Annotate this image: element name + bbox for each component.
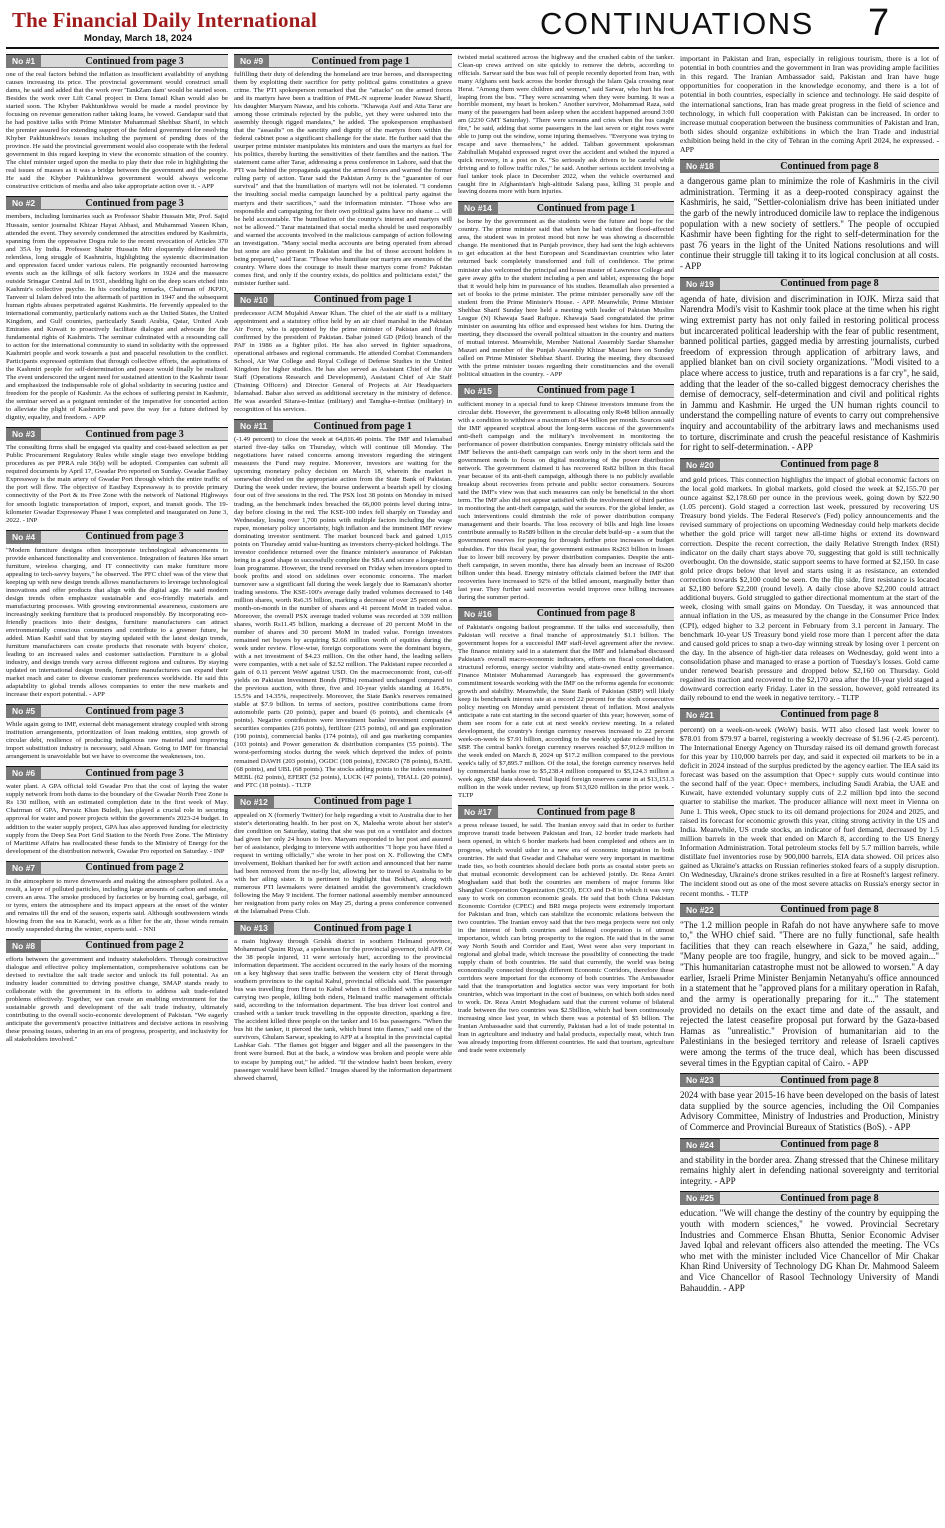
story-header [458, 805, 674, 819]
story-number-badge: No #2 [6, 197, 41, 209]
issue-date: Monday, March 18, 2024 [84, 33, 193, 44]
story-body-text: of Pakistan's ongoing bailout programme. If the talks end successfully, then Pakistan will receive a final tranche of approximately $1.1 billion. The government hopes for a successful IMF staff-level agreement after the review. The finance ministry said in a statement that the IMF and Islamabad discussed Pakistan's overall macro-economic indicators, efforts on fiscal consolidation, structural reforms, energy sector viability and state-owned entity governance. Finance Minister Muhammad Aurangzeb has expressed the government's commitment towards working with the IMF on the reforms agenda for economic growth and stability. Meanwhile, the State Bank of Pakistan (SBP) will likely keep its benchmark interest rate at a record 22 percent for the sixth consecutive policy meeting on Monday amid persistent threat of inflation. Most analysts anticipate a rate cut starting in the second quarter of this year; however, some of them see room for a rate cut at next week's review meeting. In a related development, the country's foreign currency reserves increased to 22 percent week-on-week to $7.91 billion, according to the weekly update released by the SBP. The central bank's foreign currency reserves reached $7,912.9 million in the week ended on March 8, 2024 up $17.2 million compared to the previous week's tally of $7,895.7 million. Of the total, the foreign currency reserves held by commercial banks rose to $5,238.4 million compared to $5,124.3 million a week ago, SBP data showed. Total liquid foreign reserves came in at $13,151.3 million in the week under review, up from $13,020 million in the prior week. - TLTP [458, 623, 674, 800]
story-body-text: one of the real factors behind the inflation as insufficient availability of anything causes increasing its price. The provincial government would construct small dams, he said and added that the work over 'TankZam dam' would be started soon. Besides the work over Lift Canal project in Dera Ismail Khan would also be started soon. The Khyber Pakhtunkhwa would be made a model province by focusing on revenue generation rather taking loans, he vowed. Gandapur said that he had positive talks with Prime Minister Muhammad Shehbaz Sharif, in which the premier assured for extending support of the federal government for resolving Khyber Pakhtunkhwa's issues including the payment of pending dues of the province. He said the provincial government would also cooperate with the federal government in this regard keeping in view the economic situation of the country. The chief minister urged upon the media to play their due role in highlighting the real issues of masses as it was a bridge between the government and the people. He said the Khyber Pakhtunkhwa government would always welcome constructive criticism of media and also take appropriate action over it. - APP [6, 71, 228, 191]
story-body-text: While again going to IMF, external debt management strategy coupled with strong institution arrangements, prioritization of loan making entities, stop growth of circular debt, resilience of producing indigenous raw material and improving import substitution industry is necessary, said Ahsan. Going to IMF for financial arrangement is unavoidable but we have to overcome the weaknesses, too. [6, 721, 228, 761]
continued-from-label: Continued from page 1 [313, 294, 413, 306]
story-header [6, 861, 228, 875]
story-body-text: "Modern furniture designs often incorporate technological advancements to provide enhanced functionality and convenience. Integration of features like smart furniture, wireless charging, and IT connectivity can make furniture more appealing to tech-savvy buyers," he observed. The PFC chief was of the view that keeping up with new design trends allows manufacturers to leverage technological innovations and offer products that align with the digital age. He said modern design trends often emphasize sustainable and eco-friendly materials and manufacturing processes. With growing environmental awareness, customers are increasingly seeking furniture that is produced responsibly. By incorporating eco-friendly practices into their designs, furniture manufacturers can attract environmentally conscious consumers and contribute to a greener future, he added. Mian Kashif said that by staying updated with the latest design trends, furniture manufacturers can create products that resonate with buyers' choice, leading to an increased sales and customer satisfaction. Furniture is a global industry, and design trends vary across different regions and cultures. By staying updated on international design trends, furniture manufacturers can expand their market reach and cater to diverse customer preferences worldwide. He said this adaptability to global trends allows companies to enter the new markets and increase their export potential. - APP [6, 546, 228, 699]
story-header [680, 903, 939, 917]
story-body-text: members, including luminaries such as Professor Shabir Hussain Mir, Prof. Sajid Hussain, senior journalist Khizar Hayat Abbasi, and Muhammad Yaseen Khan, attended the event. They severely condemned the atrocities endured by Kashmiris, spanning from the oppressive Dogra rule to the recent revocation of Articles 370 and 35A by India. Professor Shabir Hussain Mir eloquently delineated the relentless, long struggle of Kashmiris, highlighting the systemic discrimination and oppression faced under various rulers. He poignantly recounted harrowing events such as the killings of silk factory workers in 1924 and the massacre outside Srinagar Central Jail in 1931, shedding light on the deep scars etched into Kashmir's collective psyche. In his concluding remarks, Chairman of JKPJO, Tanveer ul Islam delved into the aftermath of partition in 1947 and the subsequent human rights abuses perpetrated against Kashmiris. He fervently appealed to the international community, particularly nations such as the United States, the United Kingdom, and Gulf countries, particularly Saudi Arabia, Qatar, United Arab Emirates and Kuwait to proactively facilitate dialogue and advocate for the fundamental rights of Kashmiris. The seminar culminated with a resounding call to action for the international community to stand in solidarity with the oppressed Kashmiri people and work towards a just and peaceful resolution to the conflict. Participants expressed optimism that through collective efforts, the aspirations of the Kashmiri people for self-determination and peace would finally be realized. The event underscored the urgent need for sustained attention to the Kashmir issue and emphasized the indispensable role of global solidarity in securing justice and freedom for the people of Kashmir. As the echoes of suffering persist in Kashmir, the seminar served as a poignant reminder of the imperative for concerted action to alleviate the plight of Kashmiris and pave the way for a future defined by dignity, equality, and freedom. - APP [6, 213, 228, 422]
story-number-badge: No #13 [234, 922, 274, 934]
story-header [680, 1191, 939, 1205]
story-number-badge: No #16 [458, 608, 498, 620]
continuation-story [6, 861, 228, 934]
continued-from-label: Continued from page 2 [85, 862, 184, 874]
page-number: 7 [868, 2, 890, 44]
continuation-story [458, 201, 674, 379]
story-body-text: fulfilling their duty of defending the homeland are true heroes, and disrespecting them by exploiting their sacrifice for petty political gains constitutes a grave crime. The PTI spokesperson remarked that the "attacks" on the armed forces and its martyrs have been a tradition of PML-N supreme leader Nawaz Sharif, his daughter Maryam Nawaz, and his cohorts. "Khawaja Asif and Atta Tarar are among those criminals rejected by the public, yet they were ushered into the assembly through rigged mandates," he added. The spokesperson emphasised that the "assaults" on the sanctity and dignity of the martyrs from within the federal cabinet pose a significant challenge for the state. He further said that the usurper prime minister manipulates his ministers and uses the martyrs as fuel for his politics, thereby hurting the sensitivities of their families and the nation. The statement came after Tarar, addressing a press conference in Lahore, said that the PTI was behind the propaganda against the armed forces and warned the former ruling party of action. Tarar said the Pakistan Army is the "guarantee of our survival" and that the humiliation of martyrs will not be tolerated. "I condemn the insulting social media campaign launched by a political party against the martyrs and their sacrifices," said the information minister. "Those who are responsible and campaigning for their own political gains have no shame ... will be held accountable. The humiliation of the country's interest and martyrs will not be allowed." Tarar maintained that social media should be used responsibly and warned the accounts involved in the malicious campaign of action following an investigation. "Many social media accounts are being operated from abroad but some are also present in Pakistan and the list of those account holders is being prepared," said Tarar. "Those who humiliate our martyrs are enemies of the country. Where does the courage to insult these martyrs come from? Pakistan comes first, and only if the country exists, do politics and politicians exist," the minister further said. [234, 71, 452, 287]
story-number-badge: No #19 [680, 278, 720, 290]
continued-from-label: Continued from page 8 [780, 278, 879, 290]
continued-from-label: Continued from page 8 [536, 806, 636, 818]
story-header [234, 795, 452, 809]
story-header [458, 201, 674, 215]
continuation-story [234, 795, 452, 916]
story-header [458, 607, 674, 621]
story-header [680, 708, 939, 722]
story-number-badge: No #10 [234, 294, 274, 306]
story-number-badge: No #11 [234, 420, 273, 432]
continuation-story [234, 419, 452, 789]
continuation-story [6, 196, 228, 422]
story-header [6, 766, 228, 780]
story-number-badge: No #6 [6, 767, 41, 779]
continuation-story [458, 384, 674, 602]
continuation-story [234, 921, 452, 1083]
continuation-story [6, 530, 228, 700]
continuation-story [6, 54, 228, 191]
story-number-badge: No #4 [6, 531, 41, 543]
continued-from-label: Continued from page 1 [313, 796, 413, 808]
column-1 [6, 54, 228, 1524]
continued-from-label: Continued from page 8 [780, 709, 879, 721]
story-number-badge: No #7 [6, 862, 41, 874]
story-body-text: predecessor ACM Mujahid Anwar Khan. The chief of the air staff is a military appointment and a statutory office held by an air chief marshal in the Pakistan Air Force, who is appointed by the prime minister of Pakistan and finally confirmed by the president of Pakistan. Babar joined GD (Pilot) branch of the PAF in 1986 as a fighter pilot. He has also served in fighter squadrons, operational airbases and regional commands. He attended Combat Commanders School, Air War College and Royal College of Defense Studies in the United Kingdom for higher studies. He has also served as Assistant Chief of the Air Staff (Operations Research and Development), Assistant Chief of Air Staff (Training Officers) and Director General of Projects at Air Headquarters Islamabad. Babar also served as additional secretary in the ministry of defence. He was awarded Sitara-e-Imtiaz (military) and Tamgha-e-Imtiaz (military) in recognition of his services. [234, 309, 452, 414]
story-body-text: (-1.49 percent) to close the week at 64,816.46 points. The IMF and Islamabad started five-day talks on Thursday, which will continue till Monday. The negotiations have raised concerns among investors regarding the stringent measures the Fund may require. Moreover, investors are waiting for the upcoming monetary policy decision on March 18, wherein the market is somewhat divided on the appropriate action from the State Bank of Pakistan. During the week under review, the bourse underwent a bearish spell by closing four out of five sessions in the red. The PSX lost 38 points on Monday in mixed trading, as the benchmark index breached the 66,000 points level during intra-day before closing in the red. The KSE-100 index fell sharply on Tuesday and Wednesday, losing over 1,700 points with multiple factors including the wage rupee, monetary policy uncertainty, high inflation and the imminent IMF review dominating investor sentiment. The market bounced back and gained 1,015 points on Thursday amid value-hunting as investors cherry-picked holdings. The investor confidence returned over the finance minister's assurance of Pakistan being in a good shape to successfully complete the SBA and secure a longer-term loan programme. However, the trend reversed on Friday when investors opted to book profits and stood on sidelines over economic concerns. The market turnover saw a significant fall during the week largely due to Ramazan's shorter trading sessions. The KSE-100's average daily traded volumes decreased to 148 million shares, worth Rs6.35 billion, marking a decrease of over 25 percent on a month-on-month in the number of shares and 41 percent MoM in traded value. Moreover, the overall PSX average traded volume was recorded at 339 million shares, worth Rs11.45 billion, marking a decrease of 20 percent MoM in the number of shares and 30 percent MoM in traded value. Foreign investors remained net buyers by acquiring $2.66 million worth of equities during the week under review. Flow-wise, foreign corporations were the dominant buyers, with a net investment of $4.23 million. On the other hand, the leading sellers were companies, with a net sale of $2.52 million. The Pakistani rupee recorded a gain of 0.11 percent WoW against USD. On the macroeconomic front, cut-off yields on Pakistan Investment Bonds (PIBs) remained unchanged compared to the previous auction, with three, five and 10-year yields standing at 16.8%, 15.5% and 14.35%, respectively. Moreover, the State Bank's reserves remained stable at $7.9 billion. In terms of sectors, positive contributions came from automobile parts (20 points), paper and board (6 points), and chemicals (4 points). Negative contributors were investment banks/ investment companies/ securities companies (216 points), fertilizer (215 points), oil and gas exploration (190 points), commercial banks (174 points), oil and gas marketing companies (103 points) and Power generation & distribution companies (55 points). The worst-performing stocks during the week which deprived the index of points remained DAWH (203 points), OGDC (108 points), ENGRO (78 points), BAHL (68 points), and UBL (68 points). The stocks adding points to the index remained MEBL (62 points), EFERT (52 points), LUCK (47 points), THALL (20 points), and PTC (18 points). - TLTP [234, 436, 452, 789]
story-body-text: 2024 with base year 2015-16 have been developed on the basis of latest data supplied by the source agencies, including the Oil Companies Advisory Committee, Ministry of Industries and Production, Ministry of Commerce and Provincial Bureaux of Statistics (BoS). - APP [680, 1090, 939, 1132]
story-number-badge: No #15 [458, 385, 498, 397]
continued-from-label: Continued from page 3 [85, 55, 184, 67]
continuation-story [6, 427, 228, 524]
continuation-story [680, 159, 939, 271]
story-header [6, 939, 228, 953]
story-number-badge: No #1 [6, 55, 41, 67]
continued-from-label: Continued from page 2 [85, 940, 184, 952]
story-body-text: a main highway through Grishk district in southern Helmand province, Mohammad Qasim Riyaz, a spokesman for the provincial governor, told AFP. Of the 38 people injured, 11 were seriously hurt, according to the provincial information department. The accident occurred in the early hours of the morning on a key highway that sees traffic between the western city of Herat through southern provinces to the capital Kabul, provincial officials said. The passenger bus was travelling from Herat to Kabul when it first collided with a motorbike carrying two people, killing both riders, Helmand traffic management officials said, according to the information department. The bus driver lost control and crashed with a tanker truck travelling in the opposite direction, sparking a fire. The accident killed three people on the tanker and 16 bus passengers. "When the bus hit the tanker, it pierced the tank, which burst into flames," said one of the survivors, Ghulam Sarwar, speaking to AFP at a hospital in the provincial capital Lashkar Gah. "The flames got bigger and bigger and all the passengers in the front were burned. But at the back, a window was broken and people were able to escape by jumping out," he added. "If the window hadn't been broken, every passenger would have been killed." Images shared by the information department showed charred, [234, 938, 452, 1082]
continued-from-label: Continued from page 1 [536, 202, 636, 214]
story-header [6, 427, 228, 441]
continuation-story [680, 1138, 939, 1187]
story-body-text: "The 1.2 million people in Rafah do not have anywhere safe to move to," the WHO chief said. "There are no fully functional, safe health facilities that they can reach elsewhere in Gaza," he said, adding, "Many people are too fragile, hungry, and sick to be moved again..." "This humanitarian catastrophe must not be allowed to worsen." A day earlier, Israeli Prime Minister Benjamin Netanyahu's office announced in a statement that he "approved plans for a military operation in Rafah, and the army is operationally preparing for it..." The statement provided no details on the exact time and date of the assault, and rejected the latest ceasefire proposal put forward by the Gaza-based Hamas as "unrealistic." Provision of humanitarian aid to the Palestinians in the besieged territory and release of Israeli captives were among the terms of the truce deal, which has been discussed several times in the Egyptian capital of Cairo. - APP [680, 919, 939, 1068]
story-continuation-text: important in Pakistan and Iran, especially in religious tourism, there is a lot of potential in both countries and the government in Iran was providing ample facilities in this regard. The Iranian Ambassador said, Pakistan and Iran have huge opportunities for cooperation in the knowledge economy, and there is a lot of potential in both countries, especially in science and technology. He said despite of the international sanctions, Iran has made great progress in the field of science and technology, in which full cooperation with Pakistan can be increased. In order to increase mutual cooperation between the business communities of Pakistan and Iran, both sides should organize exhibitions in which the Iran Trade and industrial exhibition being held in the city of Tehran in the coming April 2024, he expressed. - APP [680, 54, 939, 155]
story-body-text: appealed on X (formerly Twitter) for help regarding a visit to Australia due to her sister's deteriorating health. In her post on X, Maleeha wrote about her sister's dire condition on Saturday, stating that she was put on a ventilator and doctors had given her only 24 hours to live. Maryam responded to her post and assured her of assistance, pledging to intervene with authorities "I hope you have filed a request in writing officially," she wrote in her post on X. Following the CM's involvement, Bokhari thanked her for swift action and announced that her name had been removed from the no-fly list, allowing her to travel to Australia to be with her ailing sister. It is pertinent to highlight that Bokhari, along with numerous PTI lawmakers were detained amidst the government's crackdown following the May 9 incident. The former national assembly member announced her resignation from party roles on May 25, during a press conference convened at the Islamabad Press Club. [234, 811, 452, 915]
continuation-story [680, 277, 939, 453]
continued-from-label: Continued from page 8 [780, 1074, 879, 1086]
continued-from-label: Continued from page 8 [780, 459, 879, 471]
story-number-badge: No #8 [6, 940, 41, 952]
masthead [0, 0, 945, 48]
continued-from-label: Continued from page 3 [85, 531, 184, 543]
story-number-badge: No #21 [680, 709, 720, 721]
story-header [234, 54, 452, 68]
story-body-text: and gold prices. This connection highlights the impact of global economic factors on the local gold markets. In global markets, gold closed the week at $2,155.70 per ounce against $2,178.60 per ounce in the previous week, going down by $22.90 (1.05 percent). Gold staged a correction last week, pressured by recovering US Treasury bond yields. The Federal Reserve's (Fed) policy announcements and the revised summary of projections on upcoming Wednesday could help markets decide whether the gold price will target new all-time highs or extend its downward correction. Despite the recent correction, the daily Relative Strength Index (RSI) indicator on the daily chart stays above 70, suggesting that gold is still technically overbought. On the downside, static support seems to have formed at $2,150. In case gold price drops below that level and starts using it as resistance, an extended correction towards $2,100 could be seen. On the flip side, first resistance is located at $2,180 before $2,200 (round level). A daily close above $2,200 could attract additional buyers. Gold struggled to gather directional momentum at the start of the week, closing with small gains on Monday. On Tuesday, it was announced that annual inflation in the US, as measured by the change in the Consumer Price Index (CPI), edged higher to 3.2 percent in February from 3.1 percent in January. The benchmark 10-year US Treasury bond yield rose more than 1 percent after the data and caused gold prices to snap a two-day winning streak by losing over 1 percent on the day. In the absence of high-tier data releases on Wednesday, gold went into a consolidation phase and managed to erase a portion of Tuesday's losses. Gold came under renewed bearish pressure and dropped below $2,160 on Thursday. Gold regained its traction and recovered to the $2,170 area after the 10-year yield staged a downward correction early Friday. Later in the session, however, gold retreated its daily rebound to end the week in negative territory. - TLTP [680, 474, 939, 703]
story-body-text: agenda of hate, division and discrimination in IOJK. Mirza said that Narendra Modi's visit to Kashmir took place at the time when his right wing extremist party has not only failed in restoring political process but incarcerated political leadership with the fear of public resentment, banned political parties, gagged media by arresting journalists, curbed freedom of expression through application of arbitrary laws, and applied blanket ban on civil society organizations. "Modi visited to a place where access to justice, truth and reparations is a far cry", he said, adding that the leader of the so-called biggest democracy cherishes the demise of democracy, self-determination and civil and political rights in Jammu and Kashmir. He urged the UN human rights council to understand the compelling nature of events to carry out comprehensive inquiry and accountability of the arbitrary laws and mechanisms used to torture, discriminate and crush the peaceful resistance of Kashmiris for right to self-determination. - APP [680, 293, 939, 453]
story-header [680, 277, 939, 291]
continuation-story [680, 708, 939, 898]
story-header [6, 704, 228, 718]
continuation-story [680, 1073, 939, 1132]
story-header [680, 1138, 939, 1152]
story-number-badge: No #17 [458, 806, 498, 818]
story-header [6, 54, 228, 68]
newspaper-title: The Financial Daily International [12, 8, 317, 32]
column-4 [680, 54, 939, 1524]
continuation-story [234, 293, 452, 414]
continued-from-label: Continued from page 8 [780, 904, 879, 916]
story-body-text: be borne by the government as the students were the future and hope for the country. The prime minister said that when he had visited the flood-affected area, the student was in protest mood but now he was showing a discernible change. He mentioned that in Punjab province, they had sent the high achievers to get education at the best European and Scandinavian countries who later returned back completely transformed and full of confidence. The prime minister also welcomed the principal and house master of Lawrence College and gave away gifts to the student including a pen and tablet, expressing the hope that it would help him in pursuance of his studies. Ikramullah also presented a set of books to the prime minister. The prime minister personally saw off the student from the Prime Minister's House. - APP. Meanwhile, Prime Minister Shehbaz Sharif Sunday here held a meeting with leader of Pakistan Muslim League (N) Khawaja Saad Rafique. Khawaja Saad congratulated the prime minister on assuming his office and expressed best wishes for him. During the meeting, they discussed the overall political situation in the country and matters of mutual interest. Meanwhile, Member National Assembly Sardar Shamsher Mazari and member of the Punjab Assembly Khizar Mazari here on Sunday called on Prime Minister Shehbaz Sharif. During the meeting, they discussed with the prime minister issues regarding their constituencies and the overall political situation in the country. - APP [458, 218, 674, 378]
story-number-badge: No #23 [680, 1074, 720, 1086]
story-body-text: education. "We will change the destiny of the country by equipping the youth with modern sciences," he vowed. Provincial Secretary Industries and Commerce Ehsan Bhutta, Senior Economic Adviser Javed Iqbal and relevant officers also attended the meeting. The VCs who met with the minister included Vice Chancellor of Mir Chakar Khan Rind University of Technology DG Khan Dr. Mahmood Saleem and Vice Chancellor of Rasool Technology University of Mandi Bahauddin. - APP [680, 1208, 939, 1293]
story-number-badge: No #18 [680, 160, 720, 172]
continued-from-label: Continued from page 1 [313, 922, 413, 934]
continuation-story [6, 766, 228, 855]
section-title: CONTINUATIONS [540, 6, 814, 41]
story-number-badge: No #12 [234, 796, 274, 808]
story-number-badge: No #3 [6, 428, 41, 440]
story-body-text: and stability in the border area. Zhang stressed that the Chinese military remains highly alert in defending national sovereignty and territorial integrity. - APP [680, 1154, 939, 1186]
column-3 [458, 54, 674, 1524]
story-number-badge: No #9 [234, 55, 269, 67]
story-body-text: sufficient money in a special fund to keep Chinese investors immune from the circular debt. However, the government is allocating only Rs48 billion annually with a condition to withdraw a maximum of Rs4 billion per month. Sources said the IMF appeared sceptical about the long-term success of the government's anti-theft campaign and the military's involvement in monitoring the performance of power distribution companies. Energy ministry officials said the IMF believes the anti-theft campaign can work only in the short term and the government needs to focus on digital monitoring of the power distribution network. The government claimed it has recovered Rs82 billion in this fiscal year because of its anti-theft campaign, although there is no publicly available breakup about recoveries from private and public sector consumers. Sources said the IMF's view was that such measures can only be beneficial in the short term. The IMF also did not appear satisfied with the involvement of third parties in monitoring the anti-theft campaign, said the sources. For the global lender, as such interventions could diminish the role of power distribution company management and their boards. The loss recovery of bills and high line losses contribute annually to Rs589 billion in the circular debt build-up - a sum that the government reserves for paying for through further price increases or budget subsidies. For this fiscal year, the government estimates Rs263 billion in losses due to lower bill recovery by power distribution companies. Despite the anti-theft campaign, in seven months, there has already been an increase of Rs200 billion under this head. Energy ministry officials claimed before the IMF that recoveries have increased to 92% of the billed amount, marginally better than last year. They further said recoveries would improve once billing increases during the summer period. [458, 400, 674, 601]
story-header [234, 419, 452, 433]
continuation-story [680, 1191, 939, 1293]
continued-from-label: Continued from page 8 [780, 1139, 879, 1151]
continued-from-label: Continued from page 1 [311, 55, 410, 67]
story-header [234, 293, 452, 307]
continued-from-label: Continued from page 3 [85, 428, 184, 440]
continuation-story [680, 903, 939, 1069]
continuation-story [458, 805, 674, 1055]
story-number-badge: No #5 [6, 705, 41, 717]
continued-from-label: Continued from page 8 [780, 160, 879, 172]
story-number-badge: No #24 [680, 1139, 720, 1151]
continued-from-label: Continued from page 3 [85, 197, 184, 209]
story-header [234, 921, 452, 935]
story-body-text: efforts between the government and industry stakeholders. Through constructive dialogue and effective policy implementation, comprehensive solutions can be devised to revitalize the salt trade sector and unlock its full potential. As an industry leader committed to driving positive change, SMAP stands ready to collaborate with the government in its efforts to address salt trade-related problems effectively. Together, we can create an enabling environment for the sustainable growth and development of the salt trade industry, ultimately contributing to the overall socio-economic development of Pakistan. "We eagerly anticipate the government's proactive initiatives and decisive actions in resolving these pressing issues, ushering in an era of progress, prosperity, and inclusivity for all stakeholders involved." [6, 955, 228, 1044]
continuation-story [458, 607, 674, 801]
story-header [680, 1073, 939, 1087]
story-number-badge: No #25 [680, 1192, 720, 1204]
story-body-text: a dangerous game plan to minimize the role of Kashmiris in the civil administration. Terming it as a deep-rooted conspiracy against the Kashmiris, he said, "Settler-colonialism drive has been initiated under the garb of the newly introduced domicile law to replace the indigenous population with a new society of settlers." The people of occupied Kashmir have been fighting for the right to self-determination for the past 76 years in the light of the United Nations resolutions and will continue their struggle till taking it to its logical conclusion at all costs. - APP [680, 176, 939, 272]
story-header [6, 530, 228, 544]
continued-from-label: Continued from page 8 [536, 608, 636, 620]
continuation-story [6, 704, 228, 761]
continuation-story [234, 54, 452, 288]
story-body-text: The consulting firms shall be engaged via quality and cost-based selection as per Public Procurement Regulatory Rules while single stage two envelope bidding procedures as per PPRA rule 36(b) will be adopted. Companies can submit all required documents by April 17, Gwadar Pro reported on Sunday. Gwadar Eastbay Expressway is the main artery of Gwadar Port through which the entire traffic of the port will flow. The objective of Eastbay Expressway is to provide primary connectivity of the Port & its Free Zone with the network of National Highways for smooth logistic transportation of import, export, and transit goods. The 19-kilometer Gwadar Expressway Phase I was completed and inaugurated on June 3, 2022. - INP [6, 444, 228, 524]
story-header [458, 384, 674, 398]
masthead-rule [6, 47, 939, 49]
story-number-badge: No #22 [680, 904, 720, 916]
story-number-badge: No #20 [680, 459, 720, 471]
continued-from-label: Continued from page 1 [313, 420, 412, 432]
column-2 [234, 54, 452, 1524]
continued-from-label: Continued from page 3 [85, 705, 184, 717]
continued-from-label: Continued from page 8 [780, 1192, 879, 1204]
continued-from-label: Continued from page 1 [536, 385, 636, 397]
story-header [680, 458, 939, 472]
story-continuation-text: twisted metal scattered across the highway and the crushed cabin of the tanker. Clean-up crews arrived on site quickly to remove the debris, according to officials. Sarwar said the bus was full of people recently deported from Iran, with many Afghans sent back across the border through the Islam Qala crossing near Herat. "Among them were children and women," said Sarwar, who hurt his foot leaping from the bus. "They were screaming when they were burning. It was a horrible moment, my heart is broken." Another survivor, Mohammad Raza, said many of the passengers had been asleep when the accident happened around 3:00 am (2230 GMT Saturday). "There were screams and cries when the bus caught fire," he said, adding that some passengers in the last seven or eight rows were able to jump out the window, some injuring themselves. "Everyone was trying to escape and save themselves," he added. Taliban government spokesman Zabihullah Mujahid expressed regret over the accident and wished the injured a quick recovery, in a post on X. "So seriously ask drivers to be careful while driving and to follow traffic rules," he said. Another serious accident involving a fuel tanker took place in December 2022, when the vehicle overturned and caught fire in Afghanistan's high-altitude Salang pass, killing 31 people and leaving dozens more with burn injuries. [458, 54, 674, 196]
continued-from-label: Continued from page 3 [85, 767, 184, 779]
story-body-text: water plant. A GPA official told Gwadar Pro that the cost of laying the water supply network from both dams to the boundary of the Gwadar North Free Zone is Rs 130 million, with an estimated completion date in the first week of May. Chairman of GPA, Pervaiz Khan Buledi, has played a crucial role in securing approval for water and power projects within the government's 2023-24 budget. In addition to the water supply project, GPA has also approved funding for electricity supply from the Deep Sea Port Grid Station to the North Free Zone. The Ministry of Maritime Affairs has reallocated these funds to the Ministry of Energy for the development of the distribution network, Gwadar Pro reported on Saturday. - INP [6, 783, 228, 855]
story-body-text: in the atmosphere to move downwards and making the atmosphere polluted. As a result, a layer of polluted particles, including large amounts of carbon and smoke, covers an area. The smoke produced by factories or by burning coal, garbage, oil or tyres, enters the atmosphere and its impact appears at the onset of the winter and remains till the end of the season, experts said. Although southwestern winds blowing from the sea in Karachi, work as a filter for the air, those winds remain mostly suspended during the winter, experts said. - NNI [6, 877, 228, 933]
continuation-story [6, 939, 228, 1044]
story-header [6, 196, 228, 210]
continuation-story [680, 458, 939, 703]
story-body-text: percent) on a week-on-week (WoW) basis. WTI also closed last week lower to $78.01 from $79.97 a barrel, registering a weekly decrease of $1.96 (-2.45 percent). The International Energy Agency on Thursday raised its oil demand growth forecast for this year by 110,000 barrels per day, and said it expected oil markets to be in a deficit in 2024 instead of the surplus predicted by the agency earlier. The IEA said its forecast was based on the assumption that Opec+ supply cuts would continue into the second half of the year. Opec+ members, including Saudi Arabia, the UAE and Kuwait, have extended voluntary supply cuts of 2.2 million bpd into the second quarter to stabilise the market. The producer alliance will next meet in Vienna on June 1. This week, Opec stuck to its oil demand projections for 2024 and 2025, and raised its forecast for economic growth this year, citing strong activity in the US and India. Meanwhile, US crude stocks, an indicator of fuel demand, decreased by 1.5 million barrels in the week that ended on March 8, according to the US Energy Information Administration. Total petroleum stocks fell by 5.7 million barrels, while distillate fuel inventories rose by 900,000 barrels, EIA data showed. Oil prices also gained as Ukraine's attacks on Russian refineries stoked fears of a supply disruption. On Wednesday, Ukraine's drone strikes resulted in a fire at Rosneft's largest refinery. The incident stood out as one of the most severe attacks on Russia's energy sector in recent months. - TLTP [680, 724, 939, 898]
story-number-badge: No #14 [458, 202, 498, 214]
story-body-text: a press release issued, he said. The Iranian envoy said that in order to further improve transit trade between Pakistan and Iran, 12 border trade markets had been opened, in which 6 border markets had been completed and others are in progress, which would usher in a new era of economic integration in both countries. He said that Gwadar and Chabahar were very important in maritime trade ties, so both countries should declare both ports as coastal sister ports so that mutual economic development can be achieved jointly. Dr. Reza Amiri Moghadam said that both the countries are members of major forums like Shanghai Cooperation Organization (SCO), ECO and D-8 in which it was very easy to work on common economic goals. He said that both China Pakistan Economic Corridor (CPEC) and BRI mega projects were extremely important for Pakistan and Iran, which can stabilize the economic relations between the two countries. The Iranian envoy said that the two mega projects were not only in the interest of both countries and bilateral cooperation is of utmost importance, which can bring prosperity to the region. He said that in the same way North South and Corridor and East, West were also very important in regional and global trade, which increase the possibility of connecting the trade supply chain of both countries. He said that currently, the world was being economically connected through different Economic Corridors, therefore these corridors were important for the economy of both countries. The Ambassador said that the transportation and logistics sector was very important for both countries, which was important in the cost of business, on which both sides need to work. Dr. Reza Amiri Moghadam said that the current volume of bilateral trade between the two countries was $2.5billion, which had been continuously increasing since last year, in which there was a potential of $5 billion. The Iranian Ambassador said that currently, Pakistan had a lot of trade potential in Iran in agriculture and industry and halal products, especially meat, which Iran was already importing from different countries. He said that tourism, agriculture and trade were extremely [458, 822, 674, 1055]
story-header [680, 159, 939, 173]
